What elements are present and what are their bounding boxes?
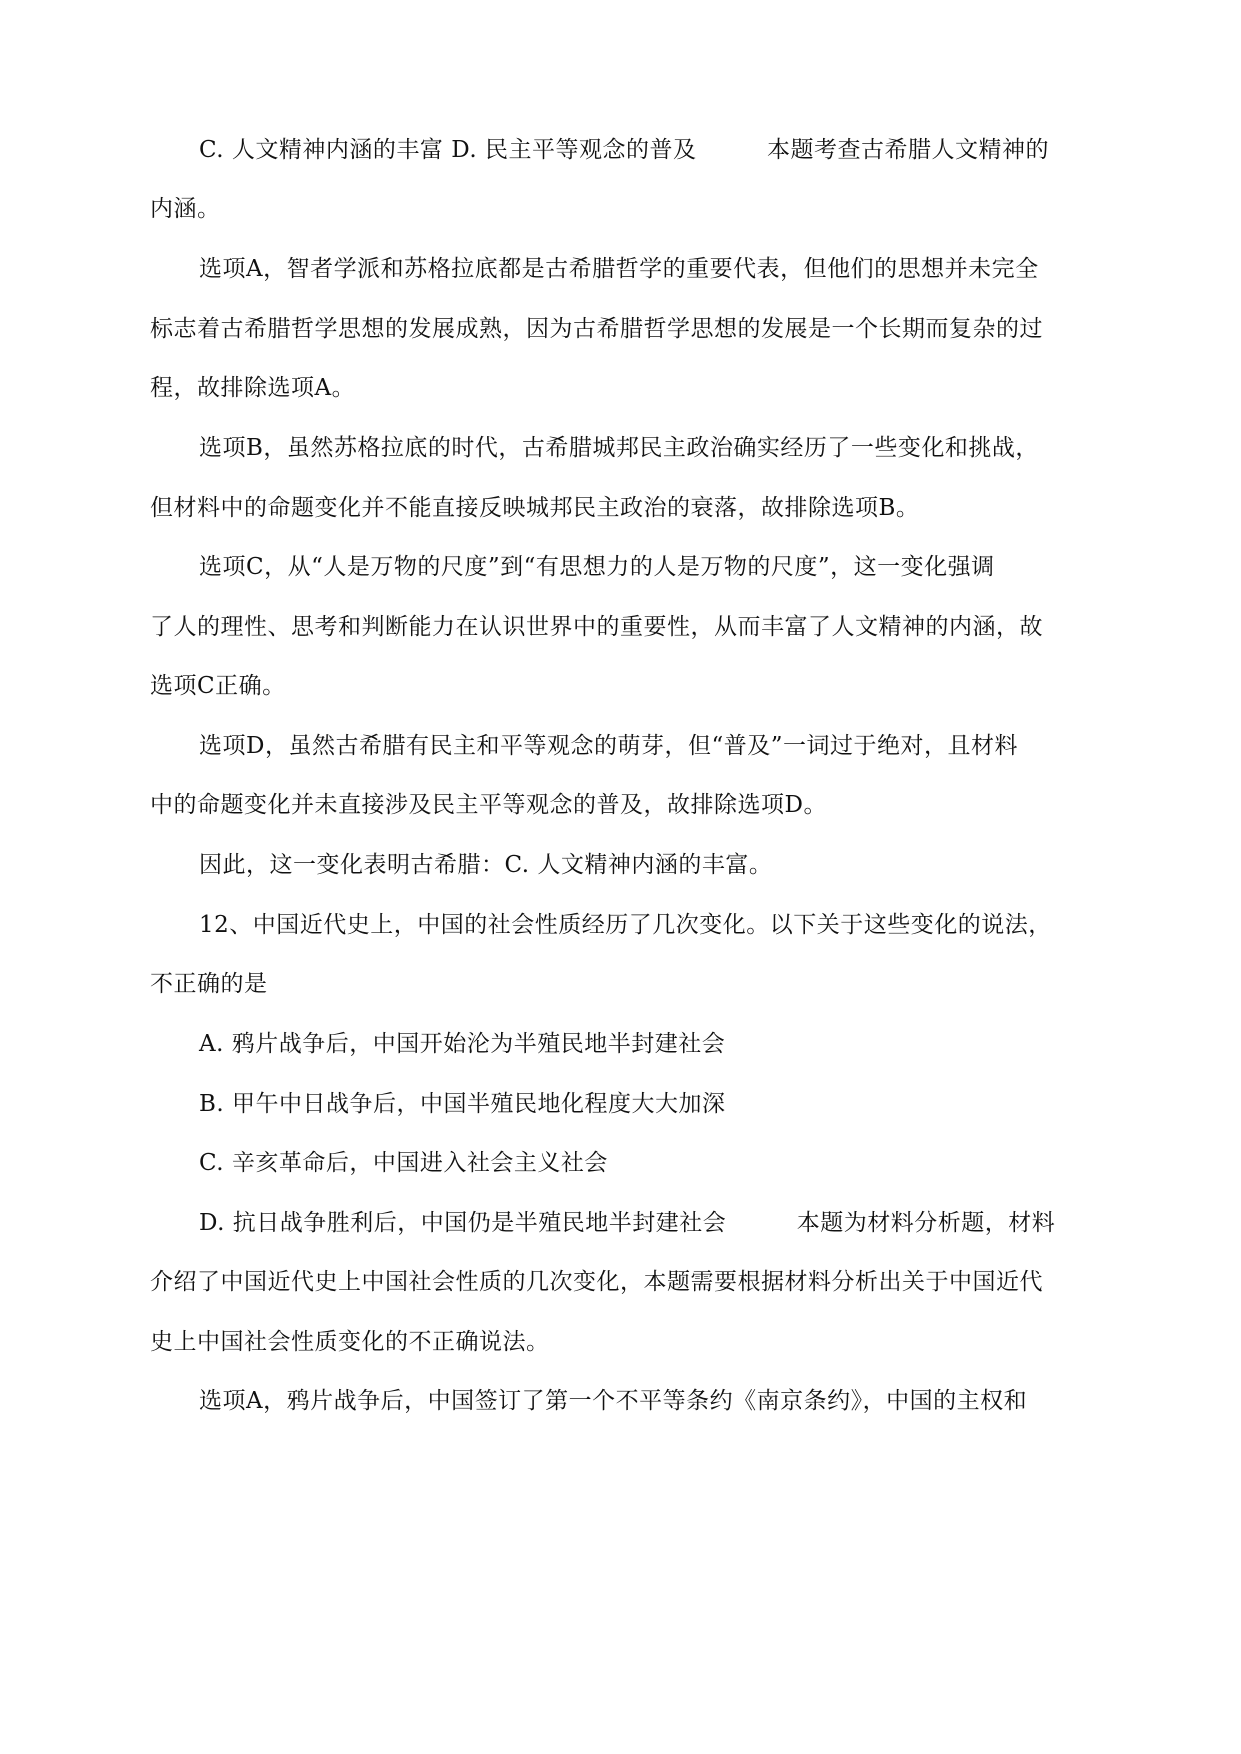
text-line: 选项D，虽然古希腊有民主和平等观念的萌芽，但“普及”一词过于绝对，且材料	[199, 733, 1018, 759]
text-line: 中的命题变化并未直接涉及民主平等观念的普及，故排除选项D。	[150, 792, 827, 818]
text-line: C. 人文精神内涵的丰富 D. 民主平等观念的普及 本题考查古希腊人文精神的	[199, 137, 1049, 163]
text-line: 不正确的是	[150, 971, 268, 997]
option-d: D. 抗日战争胜利后，中国仍是半殖民地半封建社会 本题为材料分析题，材料	[199, 1210, 1056, 1236]
text-line: 选项A，鸦片战争后，中国签订了第一个不平等条约《南京条约》，中国的主权和	[199, 1388, 1028, 1414]
text-line: 程，故排除选项A。	[150, 375, 356, 401]
text-line: 史上中国社会性质变化的不正确说法。	[150, 1329, 550, 1355]
option-b: B. 甲午中日战争后，中国半殖民地化程度大大加深	[199, 1091, 726, 1117]
text-line: 但材料中的命题变化并不能直接反映城邦民主政治的衰落，故排除选项B。	[150, 495, 920, 521]
text-line: 选项C，从“人是万物的尺度”到“有思想力的人是万物的尺度”，这一变化强调	[199, 554, 995, 580]
text-line: 介绍了中国近代史上中国社会性质的几次变化，本题需要根据材料分析出关于中国近代	[150, 1269, 1043, 1295]
text-line: 标志着古希腊哲学思想的发展成熟，因为古希腊哲学思想的发展是一个长期而复杂的过	[150, 316, 1043, 342]
text-line: 因此，这一变化表明古希腊：C. 人文精神内涵的丰富。	[199, 852, 773, 878]
option-c: C. 辛亥革命后，中国进入社会主义社会	[199, 1150, 608, 1176]
text-line: 选项B，虽然苏格拉底的时代，古希腊城邦民主政治确实经历了一些变化和挑战，	[199, 435, 1039, 461]
option-a: A. 鸦片战争后，中国开始沦为半殖民地半封建社会	[199, 1031, 726, 1057]
text-line: 内涵。	[150, 196, 221, 222]
question-heading: 12、中国近代史上，中国的社会性质经历了几次变化。以下关于这些变化的说法，	[199, 912, 1052, 938]
text-line: 了人的理性、思考和判断能力在认识世界中的重要性，从而丰富了人文精神的内涵，故	[150, 614, 1043, 640]
text-line: 选项A，智者学派和苏格拉底都是古希腊哲学的重要代表，但他们的思想并未完全	[199, 256, 1039, 282]
text-line: 选项C正确。	[150, 673, 286, 699]
